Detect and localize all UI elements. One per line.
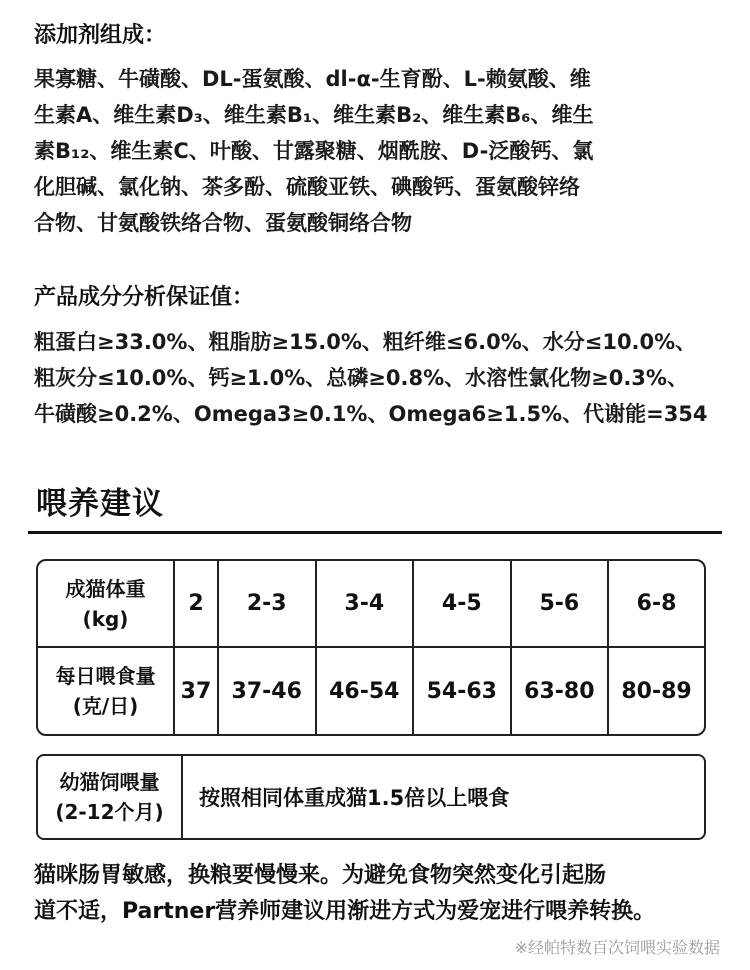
analysis-line: 粗灰分≤10.0%、钙≥1.0%、总磷≥0.8%、水溶性氯化物≥0.3%、 (34, 366, 688, 390)
additives-list (34, 61, 594, 241)
analysis-line: 牛磺酸≥0.2%、Omega3≥0.1%、Omega6≥1.5%、代谢能=354 (34, 402, 708, 426)
kitten-header-age: (2-12个月) (55, 800, 164, 824)
weight-header-label: 成猫体重 (65, 576, 146, 601)
additives-title: 添加剂组成： (34, 23, 167, 48)
amount-header-cell (38, 648, 175, 734)
analysis-title: 产品成分分析保证值： (34, 285, 255, 310)
weight-cell: 2 (175, 561, 219, 648)
amount-cell: 46-54 (317, 648, 415, 734)
kitten-header-label: 幼猫饲喂量 (59, 770, 160, 794)
kitten-header (38, 756, 183, 838)
amount-cell: 37 (175, 648, 219, 734)
analysis-line: 粗蛋白≥33.0%、粗脂肪≥15.0%、粗纤维≤6.0%、水分≤10.0%、 (34, 330, 697, 354)
kitten-feeding-box (36, 754, 706, 840)
weight-header-cell (38, 561, 175, 648)
amount-cell: 63-80 (512, 648, 610, 734)
amount-header-unit: (克/日) (72, 694, 139, 718)
additives-line: 合物、甘氨酸铁络合物、蛋氨酸铜络合物 (34, 211, 412, 235)
feeding-table (36, 559, 706, 736)
weight-cell: 3-4 (317, 561, 415, 648)
amount-cell: 37-46 (219, 648, 317, 734)
additives-line: 素B₁₂、维生素C、叶酸、甘露聚糖、烟酰胺、D-泛酸钙、氯 (34, 139, 594, 163)
additives-line: 果寡糖、牛磺酸、DL-蛋氨酸、dl-α-生育酚、L-赖氨酸、维 (34, 67, 591, 91)
additives-line: 化胆碱、氯化钠、茶多酚、硫酸亚铁、碘酸钙、蛋氨酸锌络 (34, 175, 580, 199)
transition-note (34, 858, 655, 930)
weight-cell: 6-8 (609, 561, 704, 648)
note-line: 猫咪肠胃敏感，换粮要慢慢来。为避免食物突然变化引起肠 (34, 863, 607, 888)
amount-cell: 80-89 (621, 678, 692, 704)
note-line: 道不适，Partner营养师建议用渐进方式为爱宠进行喂养转换。 (34, 899, 656, 924)
amount-header-label: 每日喂食量 (55, 664, 156, 688)
weight-cell: 4-5 (414, 561, 512, 648)
table-row-amount (38, 648, 704, 734)
weight-cell: 2-3 (219, 561, 317, 648)
footnote: ※经帕特数百次饲喂实验数据 (514, 938, 720, 957)
additives-line: 生素A、维生素D₃、维生素B₁、维生素B₂、维生素B₆、维生 (34, 103, 594, 127)
weight-header-unit: (kg) (82, 606, 129, 631)
feeding-title: 喂养建议 (36, 486, 164, 522)
amount-cell: 54-63 (414, 648, 512, 734)
analysis-list (34, 324, 708, 432)
weight-cell: 5-6 (512, 561, 610, 648)
divider (28, 531, 722, 534)
kitten-feeding-text: 按照相同体重成猫1.5倍以上喂食 (199, 786, 510, 810)
table-row-weight (38, 561, 704, 648)
